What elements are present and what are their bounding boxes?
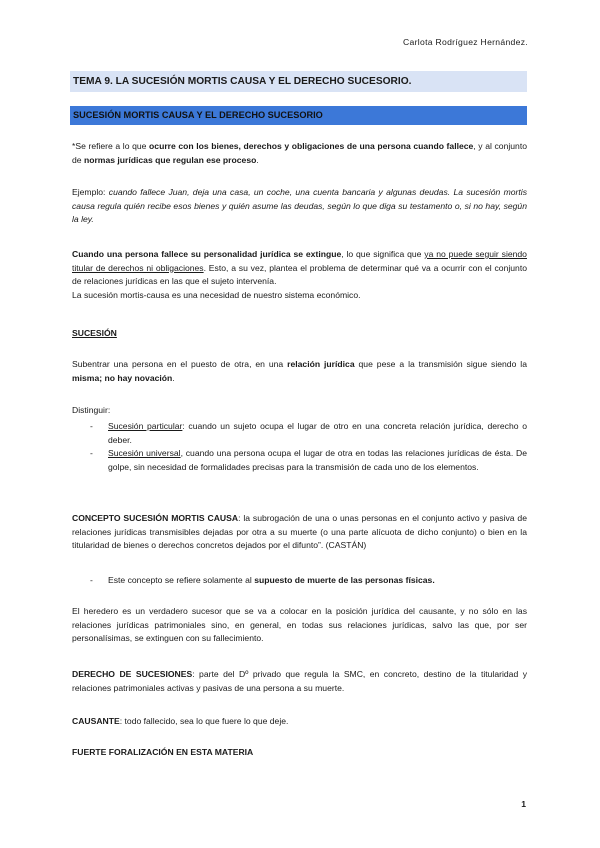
- list-item: - Sucesión universal, cuando una persona ocupa el lugar de otra en todas las relaciones jurídicas de ésta. De golpe, sin necesidad de formalidades precisas para la transmisión de cada uno de los elementos.: [90, 448, 527, 472]
- concepto-paragraph: CONCEPTO SUCESIÓN MORTIS CAUSA: la subrogación de una o unas personas en el conjunto activo y pasiva de relaciones jurídicas transmisibles dejadas por otra a su muerte (o una parte alícuota de dicho conjunto) o bien en la titularidad de bienes o derechos concretos dejados por el difunto”. (CASTÁN): [72, 513, 527, 551]
- author-name: Carlota Rodríguez Hernández.: [403, 37, 528, 47]
- intro-paragraph: *Se refiere a lo que ocurre con los bienes, derechos y obligaciones de una persona cuando fallece, y al conjunto de normas jurídicas que regulan ese proceso.: [72, 141, 527, 165]
- distinguir-list: [90, 420, 527, 474]
- page-title: TEMA 9. LA SUCESIÓN MORTIS CAUSA Y EL DERECHO SUCESORIO.: [70, 71, 527, 92]
- derecho-paragraph: DERECHO DE SUCESIONES: parte del Dº privado que regula la SMC, en concreto, destino de la titularidad y relaciones patrimoniales activas y pasivas de una persona a su muerte.: [72, 669, 527, 693]
- concepto-bullet: [90, 574, 527, 588]
- sucesion-paragraph: Subentrar una persona en el puesto de otra, en una relación jurídica que pese a la transmisión sigue siendo la misma; no hay novación.: [72, 359, 527, 383]
- list-item: - Este concepto se refiere solamente al supuesto de muerte de las personas físicas.: [90, 575, 435, 585]
- list-item: - Sucesión particular: cuando un sujeto ocupa el lugar de otro en una concreta relación jurídica, derecho o deber.: [90, 421, 527, 445]
- fuerte-heading: FUERTE FORALIZACIÓN EN ESTA MATERIA: [72, 747, 254, 757]
- causante-paragraph: CAUSANTE: todo fallecido, sea lo que fuere lo que deje.: [72, 716, 289, 726]
- section-banner: SUCESIÓN MORTIS CAUSA Y EL DERECHO SUCESORIO: [70, 106, 527, 125]
- personality-paragraph: Cuando una persona fallece su personalidad jurídica se extingue, lo que significa que ya no puede seguir siendo titular de derechos ni obligaciones. Esto, a su vez, plantea el problema de determinar qué va a ocurrir con el conjunto de relaciones jurídicas en las que el sujeto intervenía. La sucesión mortis-causa es una necesidad de nuestro sistema económico.: [72, 249, 527, 300]
- distinguir-label: Distinguir:: [72, 405, 111, 415]
- sucesion-heading: SUCESIÓN: [72, 328, 117, 338]
- example-paragraph: Ejemplo: cuando fallece Juan, deja una casa, un coche, una cuenta bancaria y algunas deudas. La sucesión mortis causa regula quién recibe esos bienes y quién asume las deudas, según lo que diga su testamento o, si no hay, según la ley.: [72, 187, 527, 225]
- page-number: 1: [521, 799, 526, 809]
- heredero-paragraph: El heredero es un verdadero sucesor que se va a colocar en la posición jurídica del causante, y no sólo en las relaciones jurídicas patrimoniales sino, en general, en todas sus relaciones jurídicas, salvo las que, por ser personalísimas, se extinguen con su fallecimiento.: [72, 606, 527, 644]
